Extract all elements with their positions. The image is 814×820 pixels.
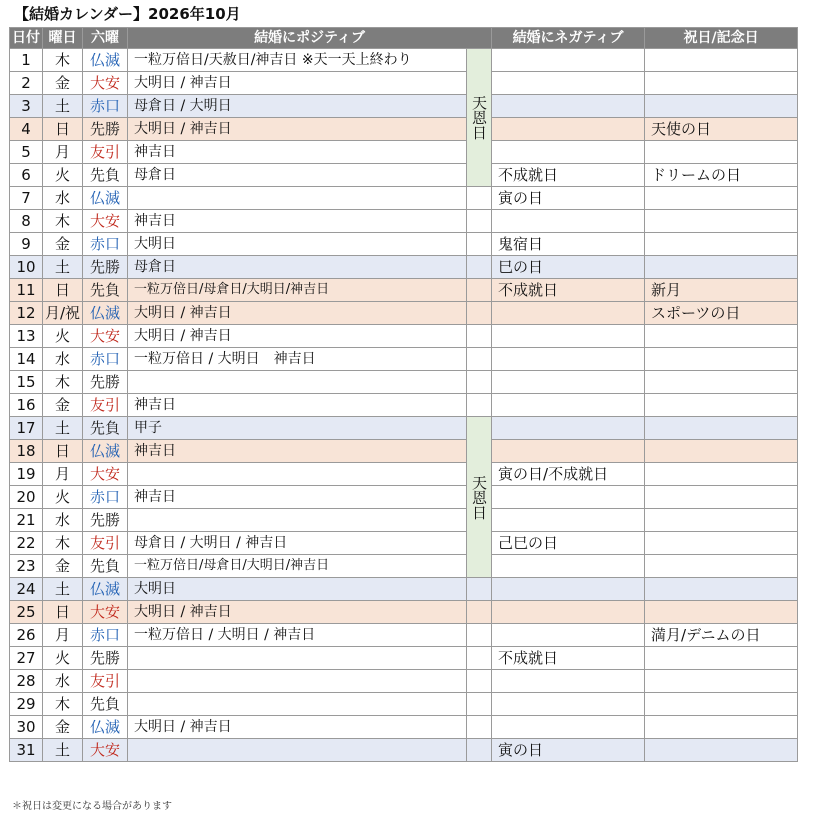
table-row xyxy=(10,95,798,118)
rokuyo-cell: 先勝 xyxy=(83,509,128,532)
day-cell: 11 xyxy=(10,279,43,302)
rokuyo-cell: 先勝 xyxy=(83,647,128,670)
weekday-cell: 木 xyxy=(43,693,83,716)
table-row xyxy=(10,302,798,325)
day-cell: 2 xyxy=(10,72,43,95)
weekday-cell: 火 xyxy=(43,647,83,670)
negative-cell xyxy=(492,624,645,647)
tenon-empty-cell xyxy=(467,325,492,348)
holiday-cell xyxy=(645,509,798,532)
negative-cell: 鬼宿日 xyxy=(492,233,645,256)
day-cell: 16 xyxy=(10,394,43,417)
table-row xyxy=(10,624,798,647)
rokuyo-cell: 先負 xyxy=(83,164,128,187)
weekday-cell: 土 xyxy=(43,578,83,601)
header-positive: 結婚にポジティブ xyxy=(128,28,492,49)
holiday-cell xyxy=(645,601,798,624)
day-cell: 26 xyxy=(10,624,43,647)
rokuyo-cell: 赤口 xyxy=(83,233,128,256)
table-row xyxy=(10,394,798,417)
tenon-empty-cell xyxy=(467,279,492,302)
holiday-cell xyxy=(645,670,798,693)
holiday-cell xyxy=(645,72,798,95)
positive-cell: 一粒万倍日/母倉日/大明日/神吉日 xyxy=(128,279,467,302)
rokuyo-cell: 仏滅 xyxy=(83,578,128,601)
holiday-cell xyxy=(645,417,798,440)
table-row xyxy=(10,371,798,394)
negative-cell xyxy=(492,578,645,601)
negative-cell xyxy=(492,371,645,394)
negative-cell: 寅の日 xyxy=(492,187,645,210)
weekday-cell: 木 xyxy=(43,371,83,394)
negative-cell xyxy=(492,95,645,118)
table-row xyxy=(10,601,798,624)
positive-cell: 一粒万倍日/天赦日/神吉日 ※天一天上終わり xyxy=(128,49,467,72)
day-cell: 10 xyxy=(10,256,43,279)
weekday-cell: 火 xyxy=(43,486,83,509)
table-row xyxy=(10,532,798,555)
day-cell: 14 xyxy=(10,348,43,371)
positive-cell: 大明日 / 神吉日 xyxy=(128,716,467,739)
table-row xyxy=(10,463,798,486)
day-cell: 4 xyxy=(10,118,43,141)
header-rokuyo: 六曜 xyxy=(83,28,128,49)
weekday-cell: 水 xyxy=(43,509,83,532)
holiday-cell xyxy=(645,348,798,371)
table-row xyxy=(10,670,798,693)
tenon-empty-cell xyxy=(467,302,492,325)
negative-cell: 寅の日 xyxy=(492,739,645,762)
day-cell: 15 xyxy=(10,371,43,394)
holiday-cell xyxy=(645,210,798,233)
day-cell: 12 xyxy=(10,302,43,325)
rokuyo-cell: 仏滅 xyxy=(83,187,128,210)
tenon-empty-cell xyxy=(467,210,492,233)
rokuyo-cell: 大安 xyxy=(83,601,128,624)
negative-cell xyxy=(492,49,645,72)
positive-cell xyxy=(128,371,467,394)
rokuyo-cell: 友引 xyxy=(83,141,128,164)
negative-cell xyxy=(492,394,645,417)
negative-cell xyxy=(492,72,645,95)
negative-cell xyxy=(492,716,645,739)
negative-cell: 不成就日 xyxy=(492,647,645,670)
rokuyo-cell: 先勝 xyxy=(83,118,128,141)
holiday-cell xyxy=(645,486,798,509)
negative-cell xyxy=(492,348,645,371)
table-row xyxy=(10,72,798,95)
rokuyo-cell: 大安 xyxy=(83,72,128,95)
holiday-cell xyxy=(645,739,798,762)
negative-cell xyxy=(492,302,645,325)
rokuyo-cell: 友引 xyxy=(83,394,128,417)
weekday-cell: 水 xyxy=(43,187,83,210)
day-cell: 17 xyxy=(10,417,43,440)
header-negative: 結婚にネガティブ xyxy=(492,28,645,49)
day-cell: 31 xyxy=(10,739,43,762)
holiday-cell xyxy=(645,187,798,210)
holiday-cell xyxy=(645,49,798,72)
header-weekday: 曜日 xyxy=(43,28,83,49)
weekday-cell: 土 xyxy=(43,256,83,279)
positive-cell xyxy=(128,739,467,762)
tenon-empty-cell xyxy=(467,624,492,647)
weekday-cell: 木 xyxy=(43,532,83,555)
weekday-cell: 金 xyxy=(43,555,83,578)
day-cell: 5 xyxy=(10,141,43,164)
table-row xyxy=(10,417,798,440)
weekday-cell: 月 xyxy=(43,141,83,164)
weekday-cell: 火 xyxy=(43,164,83,187)
positive-cell: 一粒万倍日 / 大明日 / 神吉日 xyxy=(128,624,467,647)
positive-cell: 神吉日 xyxy=(128,210,467,233)
header-holiday: 祝日/記念日 xyxy=(645,28,798,49)
negative-cell: 巳の日 xyxy=(492,256,645,279)
tenon-day-marker xyxy=(467,417,492,578)
rokuyo-cell: 先負 xyxy=(83,279,128,302)
positive-cell: 神吉日 xyxy=(128,141,467,164)
rokuyo-cell: 大安 xyxy=(83,325,128,348)
holiday-cell xyxy=(645,716,798,739)
positive-cell: 母倉日 xyxy=(128,164,467,187)
day-cell: 30 xyxy=(10,716,43,739)
holiday-cell: 新月 xyxy=(645,279,798,302)
positive-cell: 神吉日 xyxy=(128,486,467,509)
holiday-cell: 満月/デニムの日 xyxy=(645,624,798,647)
positive-cell xyxy=(128,509,467,532)
holiday-cell: 天使の日 xyxy=(645,118,798,141)
positive-cell: 神吉日 xyxy=(128,394,467,417)
rokuyo-cell: 赤口 xyxy=(83,486,128,509)
weekday-cell: 土 xyxy=(43,739,83,762)
table-row xyxy=(10,555,798,578)
weekday-cell: 水 xyxy=(43,670,83,693)
positive-cell: 一粒万倍日 / 大明日 神吉日 xyxy=(128,348,467,371)
rokuyo-cell: 大安 xyxy=(83,210,128,233)
table-row xyxy=(10,509,798,532)
weekday-cell: 日 xyxy=(43,440,83,463)
tenon-day-marker xyxy=(467,49,492,187)
tenon-day-label: 天恩日 xyxy=(470,474,488,520)
positive-cell: 一粒万倍日/母倉日/大明日/神吉日 xyxy=(128,555,467,578)
holiday-cell xyxy=(645,555,798,578)
tenon-empty-cell xyxy=(467,187,492,210)
calendar-body xyxy=(10,49,798,762)
footnote: ＊祝日は変更になる場合があります xyxy=(12,801,172,812)
day-cell: 23 xyxy=(10,555,43,578)
day-cell: 22 xyxy=(10,532,43,555)
positive-cell: 母倉日 / 大明日 xyxy=(128,95,467,118)
holiday-cell xyxy=(645,394,798,417)
positive-cell xyxy=(128,463,467,486)
positive-cell: 大明日 / 神吉日 xyxy=(128,325,467,348)
positive-cell: 大明日 xyxy=(128,233,467,256)
positive-cell xyxy=(128,187,467,210)
tenon-empty-cell xyxy=(467,233,492,256)
page-title: 【結婚カレンダー】2026年10月 xyxy=(14,5,241,23)
weekday-cell: 火 xyxy=(43,325,83,348)
tenon-empty-cell xyxy=(467,578,492,601)
holiday-cell xyxy=(645,141,798,164)
table-row xyxy=(10,118,798,141)
negative-cell xyxy=(492,417,645,440)
tenon-day-label: 天恩日 xyxy=(470,95,488,140)
weekday-cell: 月/祝 xyxy=(43,302,83,325)
rokuyo-cell: 先負 xyxy=(83,693,128,716)
tenon-empty-cell xyxy=(467,394,492,417)
positive-cell xyxy=(128,693,467,716)
positive-cell: 大明日 xyxy=(128,578,467,601)
tenon-empty-cell xyxy=(467,716,492,739)
rokuyo-cell: 仏滅 xyxy=(83,716,128,739)
day-cell: 7 xyxy=(10,187,43,210)
table-row xyxy=(10,348,798,371)
negative-cell xyxy=(492,693,645,716)
day-cell: 3 xyxy=(10,95,43,118)
weekday-cell: 土 xyxy=(43,95,83,118)
table-row xyxy=(10,739,798,762)
negative-cell: 不成就日 xyxy=(492,279,645,302)
holiday-cell: スポーツの日 xyxy=(645,302,798,325)
positive-cell: 母倉日 xyxy=(128,256,467,279)
holiday-cell xyxy=(645,440,798,463)
negative-cell xyxy=(492,509,645,532)
rokuyo-cell: 赤口 xyxy=(83,95,128,118)
day-cell: 25 xyxy=(10,601,43,624)
day-cell: 21 xyxy=(10,509,43,532)
negative-cell xyxy=(492,486,645,509)
holiday-cell xyxy=(645,578,798,601)
header-day: 日付 xyxy=(10,28,43,49)
negative-cell xyxy=(492,555,645,578)
weekday-cell: 月 xyxy=(43,624,83,647)
negative-cell: 寅の日/不成就日 xyxy=(492,463,645,486)
table-row xyxy=(10,49,798,72)
holiday-cell xyxy=(645,532,798,555)
rokuyo-cell: 赤口 xyxy=(83,624,128,647)
weekday-cell: 金 xyxy=(43,72,83,95)
negative-cell xyxy=(492,118,645,141)
weekday-cell: 日 xyxy=(43,279,83,302)
holiday-cell xyxy=(645,325,798,348)
rokuyo-cell: 先負 xyxy=(83,555,128,578)
table-row xyxy=(10,578,798,601)
day-cell: 28 xyxy=(10,670,43,693)
positive-cell: 大明日 / 神吉日 xyxy=(128,601,467,624)
holiday-cell: ドリームの日 xyxy=(645,164,798,187)
header-row xyxy=(10,28,798,49)
weekday-cell: 木 xyxy=(43,49,83,72)
positive-cell: 大明日 / 神吉日 xyxy=(128,72,467,95)
positive-cell: 甲子 xyxy=(128,417,467,440)
table-row xyxy=(10,233,798,256)
day-cell: 9 xyxy=(10,233,43,256)
rokuyo-cell: 赤口 xyxy=(83,348,128,371)
table-row xyxy=(10,279,798,302)
rokuyo-cell: 仏滅 xyxy=(83,49,128,72)
rokuyo-cell: 仏滅 xyxy=(83,302,128,325)
calendar-table xyxy=(9,27,798,762)
day-cell: 19 xyxy=(10,463,43,486)
negative-cell xyxy=(492,440,645,463)
negative-cell xyxy=(492,141,645,164)
table-row xyxy=(10,716,798,739)
table-row xyxy=(10,187,798,210)
rokuyo-cell: 先負 xyxy=(83,417,128,440)
tenon-empty-cell xyxy=(467,601,492,624)
day-cell: 27 xyxy=(10,647,43,670)
positive-cell: 大明日 / 神吉日 xyxy=(128,118,467,141)
holiday-cell xyxy=(645,463,798,486)
tenon-empty-cell xyxy=(467,256,492,279)
weekday-cell: 金 xyxy=(43,716,83,739)
positive-cell xyxy=(128,647,467,670)
rokuyo-cell: 仏滅 xyxy=(83,440,128,463)
negative-cell xyxy=(492,670,645,693)
negative-cell xyxy=(492,601,645,624)
holiday-cell xyxy=(645,371,798,394)
positive-cell: 神吉日 xyxy=(128,440,467,463)
negative-cell: 己巳の日 xyxy=(492,532,645,555)
table-row xyxy=(10,440,798,463)
tenon-empty-cell xyxy=(467,348,492,371)
weekday-cell: 金 xyxy=(43,233,83,256)
weekday-cell: 土 xyxy=(43,417,83,440)
tenon-empty-cell xyxy=(467,647,492,670)
tenon-empty-cell xyxy=(467,670,492,693)
rokuyo-cell: 大安 xyxy=(83,463,128,486)
positive-cell xyxy=(128,670,467,693)
weekday-cell: 木 xyxy=(43,210,83,233)
rokuyo-cell: 先勝 xyxy=(83,371,128,394)
table-row xyxy=(10,141,798,164)
weekday-cell: 水 xyxy=(43,348,83,371)
holiday-cell xyxy=(645,95,798,118)
negative-cell xyxy=(492,210,645,233)
day-cell: 24 xyxy=(10,578,43,601)
tenon-empty-cell xyxy=(467,693,492,716)
day-cell: 20 xyxy=(10,486,43,509)
table-row xyxy=(10,486,798,509)
holiday-cell xyxy=(645,647,798,670)
table-row xyxy=(10,325,798,348)
rokuyo-cell: 大安 xyxy=(83,739,128,762)
positive-cell: 大明日 / 神吉日 xyxy=(128,302,467,325)
rokuyo-cell: 先勝 xyxy=(83,256,128,279)
weekday-cell: 金 xyxy=(43,394,83,417)
day-cell: 6 xyxy=(10,164,43,187)
table-row xyxy=(10,647,798,670)
table-row xyxy=(10,210,798,233)
day-cell: 29 xyxy=(10,693,43,716)
negative-cell: 不成就日 xyxy=(492,164,645,187)
day-cell: 1 xyxy=(10,49,43,72)
tenon-empty-cell xyxy=(467,739,492,762)
rokuyo-cell: 友引 xyxy=(83,532,128,555)
table-row xyxy=(10,164,798,187)
table-row xyxy=(10,256,798,279)
holiday-cell xyxy=(645,693,798,716)
day-cell: 18 xyxy=(10,440,43,463)
holiday-cell xyxy=(645,233,798,256)
negative-cell xyxy=(492,325,645,348)
weekday-cell: 月 xyxy=(43,463,83,486)
tenon-empty-cell xyxy=(467,371,492,394)
weekday-cell: 日 xyxy=(43,118,83,141)
weekday-cell: 日 xyxy=(43,601,83,624)
holiday-cell xyxy=(645,256,798,279)
positive-cell: 母倉日 / 大明日 / 神吉日 xyxy=(128,532,467,555)
day-cell: 13 xyxy=(10,325,43,348)
day-cell: 8 xyxy=(10,210,43,233)
table-row xyxy=(10,693,798,716)
rokuyo-cell: 友引 xyxy=(83,670,128,693)
